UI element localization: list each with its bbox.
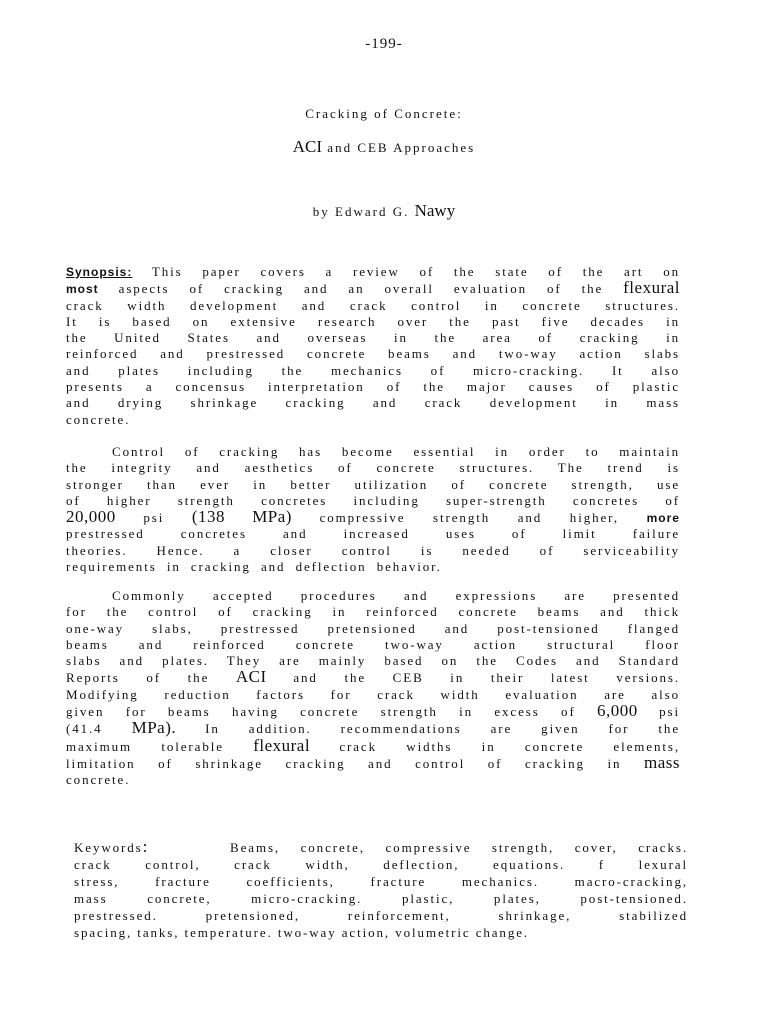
- paragraph-text: psi: [637, 704, 680, 720]
- page-number: -199-: [365, 36, 403, 52]
- keywords-line: crack control, crack width, deflection, equations. f lexural: [74, 857, 688, 872]
- synopsis-text: aspects of cracking and an overall evaluation of the: [98, 281, 624, 297]
- emphasis-flexural: flexural: [253, 735, 311, 755]
- emphasis-mass: mass: [644, 752, 680, 772]
- keywords-block: [74, 838, 688, 941]
- synopsis-label: Synopsis:: [66, 265, 133, 279]
- paragraph-line: [66, 509, 680, 526]
- keywords-line: prestressed. pretensioned, reinforcement, shrinkage, stabilized: [74, 908, 688, 923]
- synopsis-line: [66, 264, 680, 280]
- author-line: [0, 201, 768, 221]
- keywords-line: stress, fracture coefficients, fracture mechanics. macro-cracking,: [74, 874, 688, 889]
- paragraph-line: [66, 735, 680, 755]
- paragraph-line: stronger than ever in better utilization of concrete strength, use: [66, 476, 680, 492]
- paragraph-text: compressive strength and higher,: [291, 510, 647, 526]
- emphasis-flexural: flexural: [623, 278, 680, 298]
- body-paragraph-2: [66, 444, 680, 575]
- paragraph-line: requirements in cracking and deflection behavior.: [66, 559, 442, 575]
- paragraph-line: [66, 752, 680, 772]
- synopsis-line: concrete.: [66, 411, 131, 427]
- paragraph-text: maximum tolerable: [66, 738, 254, 754]
- paragraph-text: (41.4: [66, 721, 132, 737]
- value-6000: 6,000: [597, 701, 638, 721]
- value-mpa: (138 MPa): [191, 507, 292, 527]
- emphasis-most: most: [66, 282, 99, 297]
- paragraph-line: prestressed concretes and increased uses of limit failure: [66, 526, 680, 542]
- paragraph-text: Reports of the: [66, 670, 236, 686]
- paragraph-line: beams and reinforced concrete two-way action structural floor: [66, 636, 680, 652]
- paragraph-line: [66, 720, 680, 737]
- paper-title: Cracking of Concrete:: [305, 106, 463, 121]
- paragraph-line: of higher strength concretes including super-strength concretes of: [66, 492, 680, 508]
- paragraph-text: and the CEB in their latest versions.: [266, 670, 680, 686]
- synopsis-line: the United States and overseas in the area of cracking in: [66, 330, 680, 346]
- paragraph-text: limitation of shrinkage cracking and control of cracking in: [66, 755, 644, 771]
- value-psi: 20,000: [66, 507, 116, 527]
- paragraph-line: Commonly accepted procedures and expressions are presented: [112, 588, 680, 603]
- keywords-text: Beams, concrete, compressive strength, cover, cracks.: [230, 840, 688, 855]
- subtitle-rest: and CEB Approaches: [327, 140, 476, 155]
- paragraph-line: for the control of cracking in reinforced concrete beams and thick: [66, 604, 680, 620]
- synopsis-line: presents a concensus interpretation of the major causes of plastic: [66, 379, 680, 395]
- paragraph-line: Modifying reduction factors for crack width evaluation are also: [66, 686, 680, 702]
- author-prefix: by Edward G.: [312, 204, 410, 219]
- keywords-line: mass concrete, micro-cracking. plastic, plates, post-tensioned.: [74, 891, 688, 906]
- paragraph-text: In addition. recommendations are given for the: [176, 721, 680, 737]
- paragraph-line: slabs and plates. They are mainly based on the Codes and Standard: [66, 653, 680, 669]
- paragraph-line: [66, 669, 680, 686]
- synopsis-line: reinforced and prestressed concrete beams and two-way action slabs: [66, 346, 680, 362]
- paragraph-text: psi: [115, 510, 192, 526]
- paragraph-line: the integrity and aesthetics of concrete structures. The trend is: [66, 460, 680, 476]
- synopsis-line: [66, 280, 680, 297]
- synopsis-text: This paper covers a review of the state of the art on: [151, 264, 680, 279]
- synopsis-paragraph: [66, 264, 680, 428]
- synopsis-line: crack width development and crack control in concrete structures.: [66, 297, 680, 313]
- subtitle-acronym: ACI: [292, 137, 323, 156]
- emphasis-more: more: [646, 511, 680, 526]
- synopsis-line: and plates including the mechanics of micro-cracking. It also: [66, 362, 680, 378]
- emphasis-aci: ACI: [235, 667, 267, 687]
- keywords-line: [74, 838, 688, 856]
- paper-subtitle: [0, 137, 768, 157]
- paragraph-line: one-way slabs, prestressed pretensioned and post-tensioned flanged: [66, 620, 680, 636]
- body-paragraph-3: [66, 588, 680, 789]
- keywords-label: Keywords: [74, 840, 143, 855]
- paragraph-line: theories. Hence. a closer control is needed of serviceability: [66, 542, 680, 558]
- paragraph-line: Control of cracking has become essential in order to maintain: [112, 444, 680, 459]
- paragraph-text: crack widths in concrete elements,: [310, 738, 680, 754]
- author-surname: Nawy: [414, 201, 456, 220]
- paragraph-line: concrete.: [66, 772, 131, 788]
- paragraph-text: given for beams having concrete strength in excess of: [66, 704, 598, 720]
- value-mpa-unit: MPa).: [131, 718, 177, 738]
- synopsis-line: It is based on extensive research over the past five decades in: [66, 313, 680, 329]
- keywords-colon: :: [142, 837, 148, 856]
- keywords-line: spacing, tanks, temperature. two-way action, volumetric change.: [74, 925, 530, 940]
- synopsis-line: and drying shrinkage cracking and crack development in mass: [66, 395, 680, 411]
